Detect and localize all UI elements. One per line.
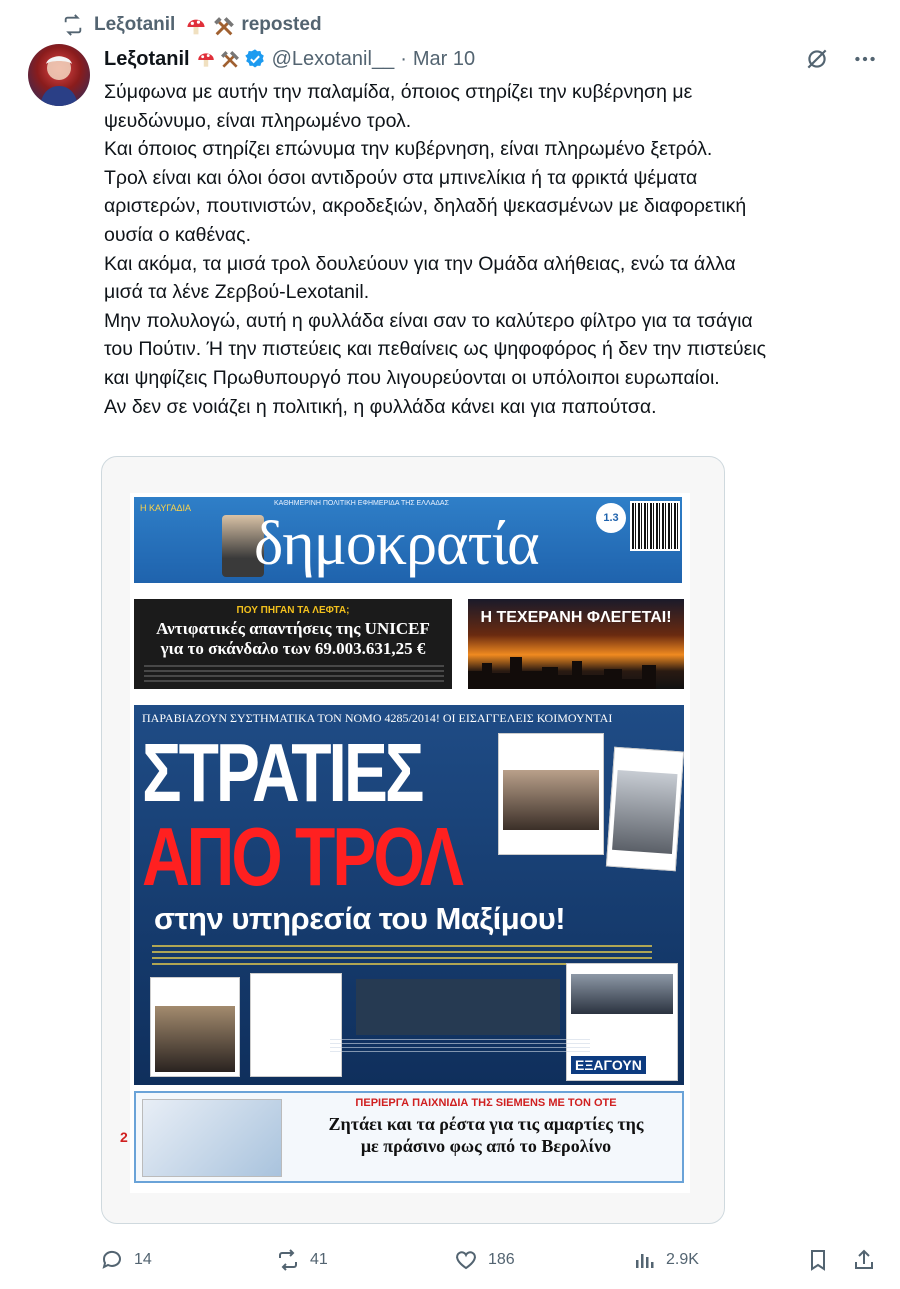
reply-button[interactable] bbox=[100, 1244, 152, 1276]
screenshot-card-portrait bbox=[150, 977, 240, 1077]
tweet-header bbox=[104, 44, 475, 74]
more-options-icon[interactable] bbox=[852, 46, 878, 72]
tehran-headline: Η ΤΕΧΕΡΑΝΗ ΦΛΕΓΕΤΑΙ! bbox=[480, 609, 672, 626]
siemens-kicker: ΠΕΡΙΕΡΓΑ ΠΑΙΧΝΙΔΙΑ ΤΗΣ SIEMENS ΜΕ ΤΟΝ ΟΤΕ bbox=[355, 1097, 617, 1109]
siemens-headline-2: με πράσινο φως από το Βερολίνο bbox=[360, 1136, 612, 1156]
unicef-kicker: ΠΟΥ ΠΗΓΑΝ ΤΑ ΛΕΦΤΑ; bbox=[236, 605, 350, 616]
newspaper-masthead bbox=[134, 497, 682, 583]
action-bar bbox=[100, 1244, 880, 1276]
tweet-line: του Πούτιν. Ή την πιστεύεις και πεθαίνεις ως ψηφοφόρος ή δεν την πιστεύεις bbox=[104, 338, 767, 361]
separator-dot: · bbox=[400, 47, 407, 70]
tweet-line: ψευδώνυμο, είναι πληρωμένο τρολ. bbox=[104, 109, 412, 132]
repost-count: 41 bbox=[310, 1251, 328, 1268]
repost-label: reposted bbox=[241, 14, 322, 35]
like-button[interactable] bbox=[454, 1244, 515, 1276]
unicef-headline-1: Αντιφατικές απαντήσεις της UNICEF bbox=[156, 619, 430, 638]
share-icon bbox=[852, 1248, 876, 1272]
like-count: 186 bbox=[488, 1251, 515, 1268]
tweet-line: ουσία ο καθένας. bbox=[104, 223, 251, 246]
verified-badge-icon bbox=[244, 48, 266, 70]
display-name[interactable]: Leξotanil bbox=[104, 47, 190, 70]
reply-count: 14 bbox=[134, 1251, 152, 1268]
main-footnote bbox=[330, 1039, 590, 1055]
caption-box bbox=[356, 979, 560, 1035]
repost-button[interactable] bbox=[276, 1244, 328, 1276]
documents-thumbnail bbox=[142, 1099, 282, 1177]
tweet-line: μισά τα λένε Ζερβού-Lexotanil. bbox=[104, 281, 370, 304]
main-kicker: ΠΑΡΑΒΙΑΖΟΥΝ ΣΥΣΤΗΜΑΤΙΚΑ ΤΟΝ ΝΟΜΟ 4285/2014! ΟΙ ΕΙΣΑΓΓΕΛΕΙΣ ΚΟΙΜΟΥΝΤΑΙ bbox=[142, 711, 613, 725]
page-number: 2 bbox=[120, 1129, 128, 1145]
tweet-line: Σύμφωνα με αυτήν την παλαμίδα, όποιος στηρίζει την κυβέρνηση με bbox=[104, 81, 693, 103]
views-count: 2.9K bbox=[666, 1251, 699, 1268]
main-headline-line2: ΑΠΟ ΤΡΟΛ bbox=[142, 810, 461, 903]
tweet-line: Και όποιος στηρίζει επώνυμα την κυβέρνηση, είναι πληρωμένο ξετρόλ. bbox=[104, 138, 713, 161]
handle[interactable]: @Lexotanil__ bbox=[271, 47, 395, 70]
reply-icon bbox=[100, 1248, 124, 1272]
screenshot-card-text bbox=[250, 973, 342, 1077]
tweet-line: Αν δεν σε νοιάζει η πολιτική, η φυλλάδα κάνει και για παπούτσα. bbox=[104, 395, 657, 418]
main-headline-line1: ΣΤΡΑΤΙΕΣ bbox=[142, 726, 422, 819]
screenshot-card-politicians bbox=[498, 733, 604, 855]
masthead-tagline: ΚΑΘΗΜΕΡΙΝΗ ΠΟΛΙΤΙΚΗ ΕΦΗΜΕΡΙΔΑ ΤΗΣ ΕΛΛΑΔΑΣ bbox=[274, 500, 449, 507]
hammer-pick-icon bbox=[220, 50, 238, 68]
repost-user[interactable]: Leξotanil bbox=[94, 14, 176, 35]
screenshot-card-exagoun bbox=[566, 963, 678, 1081]
grok-icon[interactable] bbox=[804, 46, 830, 72]
tweet-line: Τρολ είναι και όλοι όσοι αντιδρούν στα μπινελίκια ή τα φρικτά ψέματα bbox=[104, 166, 698, 189]
mushroom-emoji-icon bbox=[185, 16, 203, 34]
views-chart-icon bbox=[632, 1248, 656, 1272]
views-button[interactable] bbox=[632, 1244, 699, 1276]
siemens-headline-1: Ζητάει και τα ρέστα για τις αμαρτίες της bbox=[328, 1114, 644, 1134]
header-actions bbox=[804, 46, 878, 72]
newspaper-front-page bbox=[120, 493, 690, 1193]
tweet-line: αριστερών, πουτινιστών, ακροδεξιών, δηλαδή ψεκασμένων με διαφορετική bbox=[104, 195, 747, 218]
siemens-story bbox=[134, 1091, 684, 1183]
masthead-side-note: Η ΚΑΥΓΑΔΙΑ bbox=[140, 503, 191, 513]
unicef-subtext bbox=[144, 665, 444, 683]
mushroom-emoji-icon bbox=[196, 50, 214, 68]
exagoun-label: ΕΞΑΓΟΥΝ bbox=[571, 1056, 646, 1074]
post-date[interactable]: Mar 10 bbox=[412, 47, 476, 70]
bookmark-icon bbox=[806, 1248, 830, 1272]
unicef-story bbox=[134, 599, 452, 689]
barcode bbox=[630, 501, 680, 551]
city-skyline-photo bbox=[468, 649, 684, 689]
tweet-line: Και ακόμα, τα μισά τρολ δουλεύουν για την Ομάδα αλήθειας, ενώ τα άλλα bbox=[104, 252, 736, 275]
tweet-line: και ψηφίζεις Πρωθυπουργό που λιγουρεύονται οι υπόλοιποι ευρωπαίοι. bbox=[104, 366, 720, 389]
unicef-headline-2: για το σκάνδαλο των 69.003.631,25 € bbox=[160, 639, 426, 658]
tweet-line: Μην πολυλογώ, αυτή η φυλλάδα είναι σαν το καλύτερο φίλτρο για τα τσάγια bbox=[104, 309, 753, 332]
tehran-story bbox=[468, 599, 684, 689]
repost-indicator[interactable] bbox=[62, 12, 322, 38]
bookmark-button[interactable] bbox=[806, 1244, 830, 1276]
newspaper-title: δημοκρατία bbox=[254, 510, 539, 578]
heart-icon bbox=[454, 1248, 478, 1272]
share-button[interactable] bbox=[852, 1244, 876, 1276]
hammer-pick-icon bbox=[213, 16, 231, 34]
repost-icon bbox=[276, 1248, 300, 1272]
avatar[interactable] bbox=[28, 44, 90, 106]
attached-image[interactable] bbox=[101, 456, 725, 1224]
issue-badge: 1.3 bbox=[596, 503, 626, 533]
tweet-text bbox=[104, 78, 884, 421]
screenshot-card-street bbox=[606, 747, 684, 872]
main-headline-line3: στην υπηρεσία του Μαξίμου! bbox=[154, 901, 566, 936]
main-story bbox=[134, 705, 684, 1085]
repost-icon bbox=[62, 14, 84, 36]
